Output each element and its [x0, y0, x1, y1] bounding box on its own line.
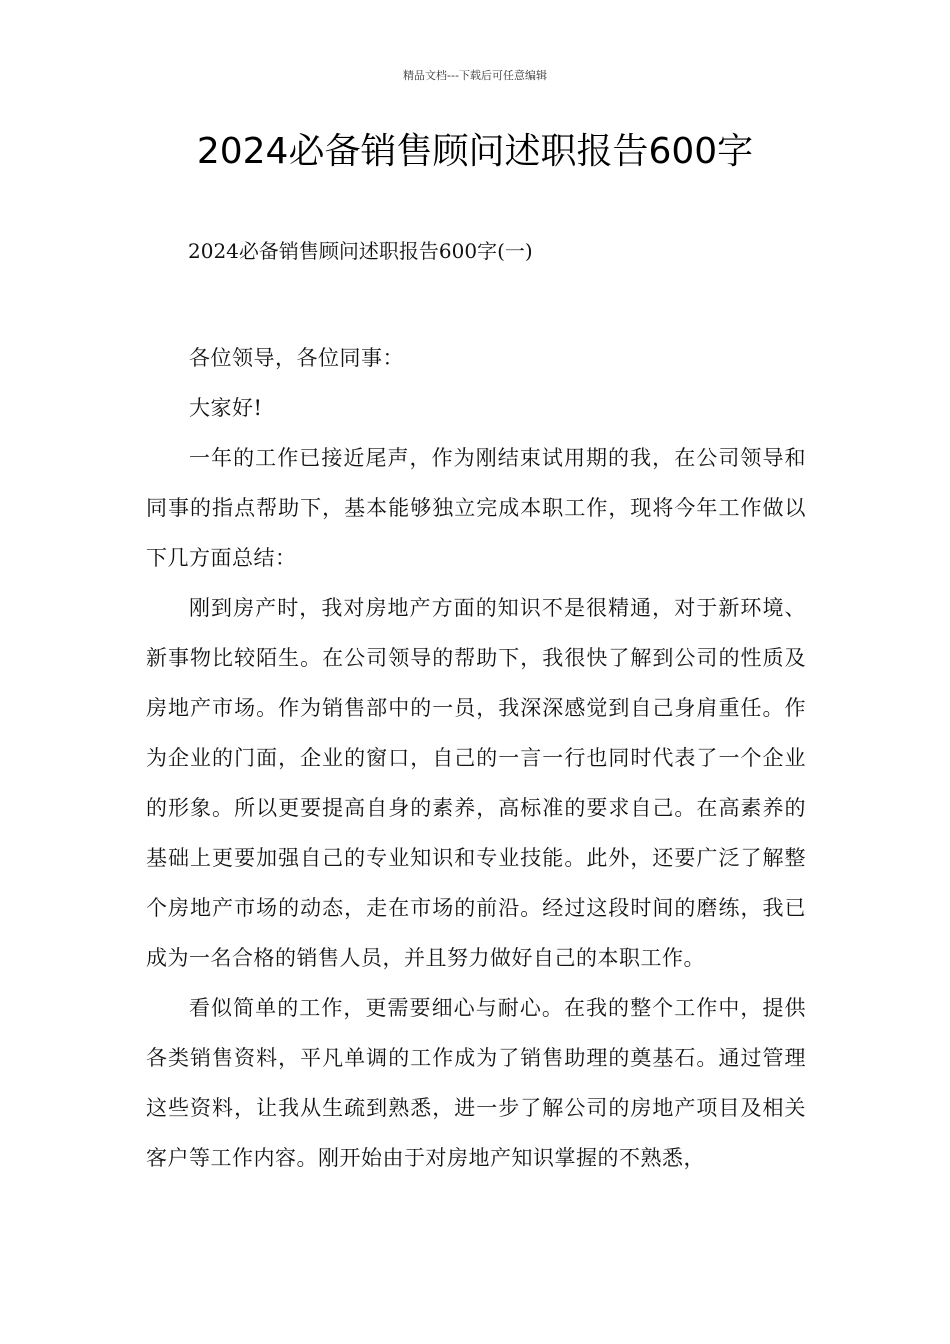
body-paragraph: 看似简单的工作，更需要细心与耐心。在我的整个工作中，提供各类销售资料，平凡单调的工作成为了销售助理的奠基石。通过管理这些资料，让我从生疏到熟悉，进一步了解公司的房地产项目及相关客户等工作内容。刚开始由于对房地产知识掌握的不熟悉， — [146, 996, 806, 1170]
header-note: 精品文档---下载后可任意编辑 — [403, 69, 547, 82]
document-body — [146, 333, 806, 1183]
body-paragraph: 刚到房产时，我对房地产方面的知识不是很精通，对于新环境、新事物比较陌生。在公司领导的帮助下，我很快了解到公司的性质及房地产市场。作为销售部中的一员，我深深感觉到自己身肩重任。作为企业的门面，企业的窗口，自己的一言一行也同时代表了一个企业的形象。所以更要提高自身的素养，高标准的要求自己。在高素养的基础上更要加强自己的专业知识和专业技能。此外，还要广泛了解整个房地产市场的动态，走在市场的前沿。经过这段时间的磨练，我已成为一名合格的销售人员，并且努力做好自己的本职工作。 — [146, 596, 806, 970]
document-title: 2024必备销售顾问述职报告600字 — [196, 131, 754, 172]
salutation-paragraph: 各位领导，各位同事： — [189, 346, 404, 370]
body-paragraph: 一年的工作已接近尾声，作为刚结束试用期的我，在公司领导和同事的指点帮助下，基本能够独立完成本职工作，现将今年工作做以下几方面总结： — [146, 446, 806, 570]
greeting-paragraph: 大家好! — [189, 396, 263, 420]
document-subtitle: 2024必备销售顾问述职报告600字(一) — [188, 239, 533, 263]
